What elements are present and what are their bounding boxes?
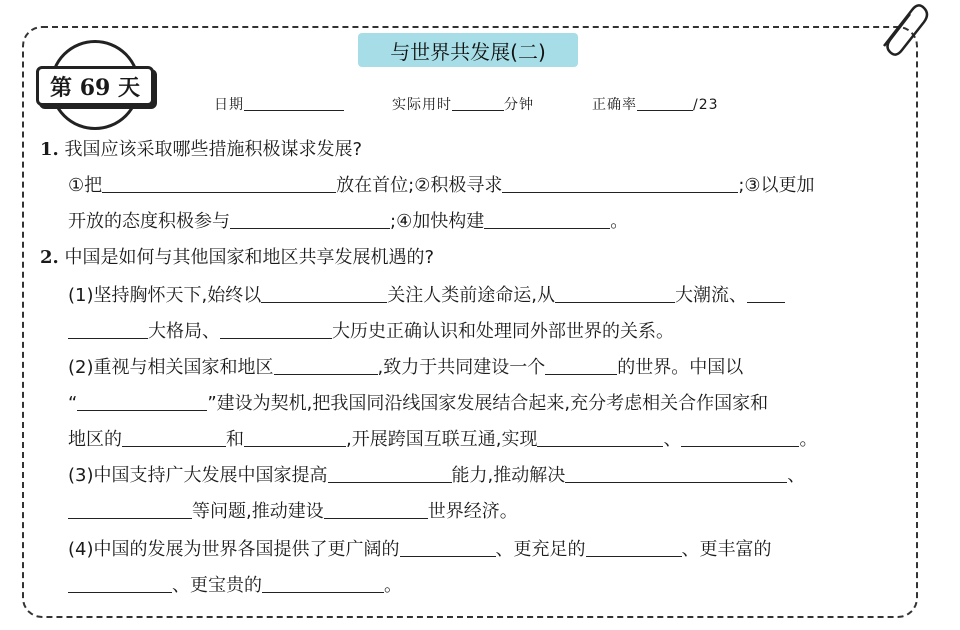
text: 放在首位;②积极寻求 xyxy=(336,175,503,196)
text: 、更宝贵的 xyxy=(172,575,262,596)
blank[interactable] xyxy=(545,354,617,375)
text: ;③以更加 xyxy=(738,175,815,196)
q2-question xyxy=(40,244,434,272)
blank[interactable] xyxy=(502,172,738,193)
text: 、 xyxy=(663,429,682,450)
text: 、更丰富的 xyxy=(681,539,772,560)
blank[interactable] xyxy=(244,426,346,447)
q2-p3-line-2 xyxy=(68,498,518,526)
date-field[interactable] xyxy=(214,90,344,114)
text: 。 xyxy=(799,429,818,450)
text: ,开展跨国互联互通,实现 xyxy=(346,429,538,450)
text: 、 xyxy=(787,465,806,486)
text: 、更充足的 xyxy=(495,539,586,560)
text: (2)重视与相关国家和地区 xyxy=(68,357,274,378)
q2-p2-line-2 xyxy=(68,390,768,418)
blank[interactable] xyxy=(400,536,496,557)
blank[interactable] xyxy=(537,426,663,447)
blank[interactable] xyxy=(220,318,332,339)
time-unit: 分钟 xyxy=(504,97,534,113)
blank[interactable] xyxy=(324,498,428,519)
text: 和 xyxy=(226,429,244,450)
accuracy-field[interactable] xyxy=(592,90,719,114)
blank[interactable] xyxy=(68,318,148,339)
text: ①把 xyxy=(68,175,103,196)
q2-p3-line-1 xyxy=(68,462,805,490)
blank[interactable] xyxy=(586,536,682,557)
day-badge-label: 第 69 天 xyxy=(36,66,154,106)
text: 等问题,推动建设 xyxy=(192,501,324,522)
time-field[interactable] xyxy=(392,90,534,114)
text: (3)中国支持广大发展中国家提高 xyxy=(68,465,328,486)
q1-line-2 xyxy=(68,208,628,236)
accuracy-label: 正确率 xyxy=(592,97,637,113)
blank[interactable] xyxy=(68,498,192,519)
blank[interactable] xyxy=(68,572,172,593)
text: ,致力于共同建设一个 xyxy=(377,357,546,378)
accuracy-total: /23 xyxy=(693,97,719,113)
day-badge xyxy=(36,40,154,130)
date-label: 日期 xyxy=(214,97,244,113)
blank[interactable] xyxy=(262,572,384,593)
q1-question xyxy=(40,136,362,164)
date-blank[interactable] xyxy=(244,90,344,111)
blank[interactable] xyxy=(747,282,785,303)
blank[interactable] xyxy=(122,426,226,447)
text: 的世界。中国以 xyxy=(617,357,744,378)
text: ;④加快构建 xyxy=(390,211,485,232)
blank[interactable] xyxy=(484,208,610,229)
q2-p1-line-1 xyxy=(68,282,785,310)
text: ”建设为契机,把我国同沿线国家发展结合起来,充分考虑相关合作国家和 xyxy=(207,393,769,414)
blank[interactable] xyxy=(565,462,787,483)
q2-p4-line-1 xyxy=(68,536,772,564)
text: 大历史正确认识和处理同外部世界的关系。 xyxy=(332,321,674,342)
blank[interactable] xyxy=(681,426,799,447)
text: 开放的态度积极参与 xyxy=(68,211,230,232)
q1-text: 我国应该采取哪些措施积极谋求发展? xyxy=(64,139,363,160)
text: (1)坚持胸怀天下,始终以 xyxy=(68,285,262,306)
text: 地区的 xyxy=(68,429,122,450)
paperclip-icon xyxy=(872,0,932,60)
text: “ xyxy=(68,393,78,414)
q2-p2-line-3 xyxy=(68,426,817,454)
text: 。 xyxy=(610,211,629,232)
blank[interactable] xyxy=(328,462,452,483)
blank[interactable] xyxy=(274,354,378,375)
blank[interactable] xyxy=(230,208,390,229)
text: (4)中国的发展为世界各国提供了更广阔的 xyxy=(68,539,400,560)
blank[interactable] xyxy=(555,282,675,303)
text: 关注人类前途命运,从 xyxy=(387,285,555,306)
time-label: 实际用时 xyxy=(392,97,452,113)
text: 世界经济。 xyxy=(427,501,518,522)
q2-text: 中国是如何与其他国家和地区共享发展机遇的? xyxy=(64,247,435,268)
blank[interactable] xyxy=(77,390,207,411)
blank[interactable] xyxy=(102,172,336,193)
text: 大格局、 xyxy=(148,321,220,342)
text: 。 xyxy=(384,575,402,596)
q1-number: 1. xyxy=(40,139,59,160)
q2-p1-line-2 xyxy=(68,318,674,346)
page-title: 与世界共发展(二) xyxy=(358,33,578,67)
q2-number: 2. xyxy=(40,247,59,268)
time-blank[interactable] xyxy=(452,90,504,111)
text: 能力,推动解决 xyxy=(451,465,566,486)
text: 大潮流、 xyxy=(674,285,747,306)
blank[interactable] xyxy=(261,282,387,303)
q2-p4-line-2 xyxy=(68,572,402,600)
q2-p2-line-1 xyxy=(68,354,743,382)
accuracy-blank[interactable] xyxy=(637,90,693,111)
q1-line-1 xyxy=(68,172,815,200)
